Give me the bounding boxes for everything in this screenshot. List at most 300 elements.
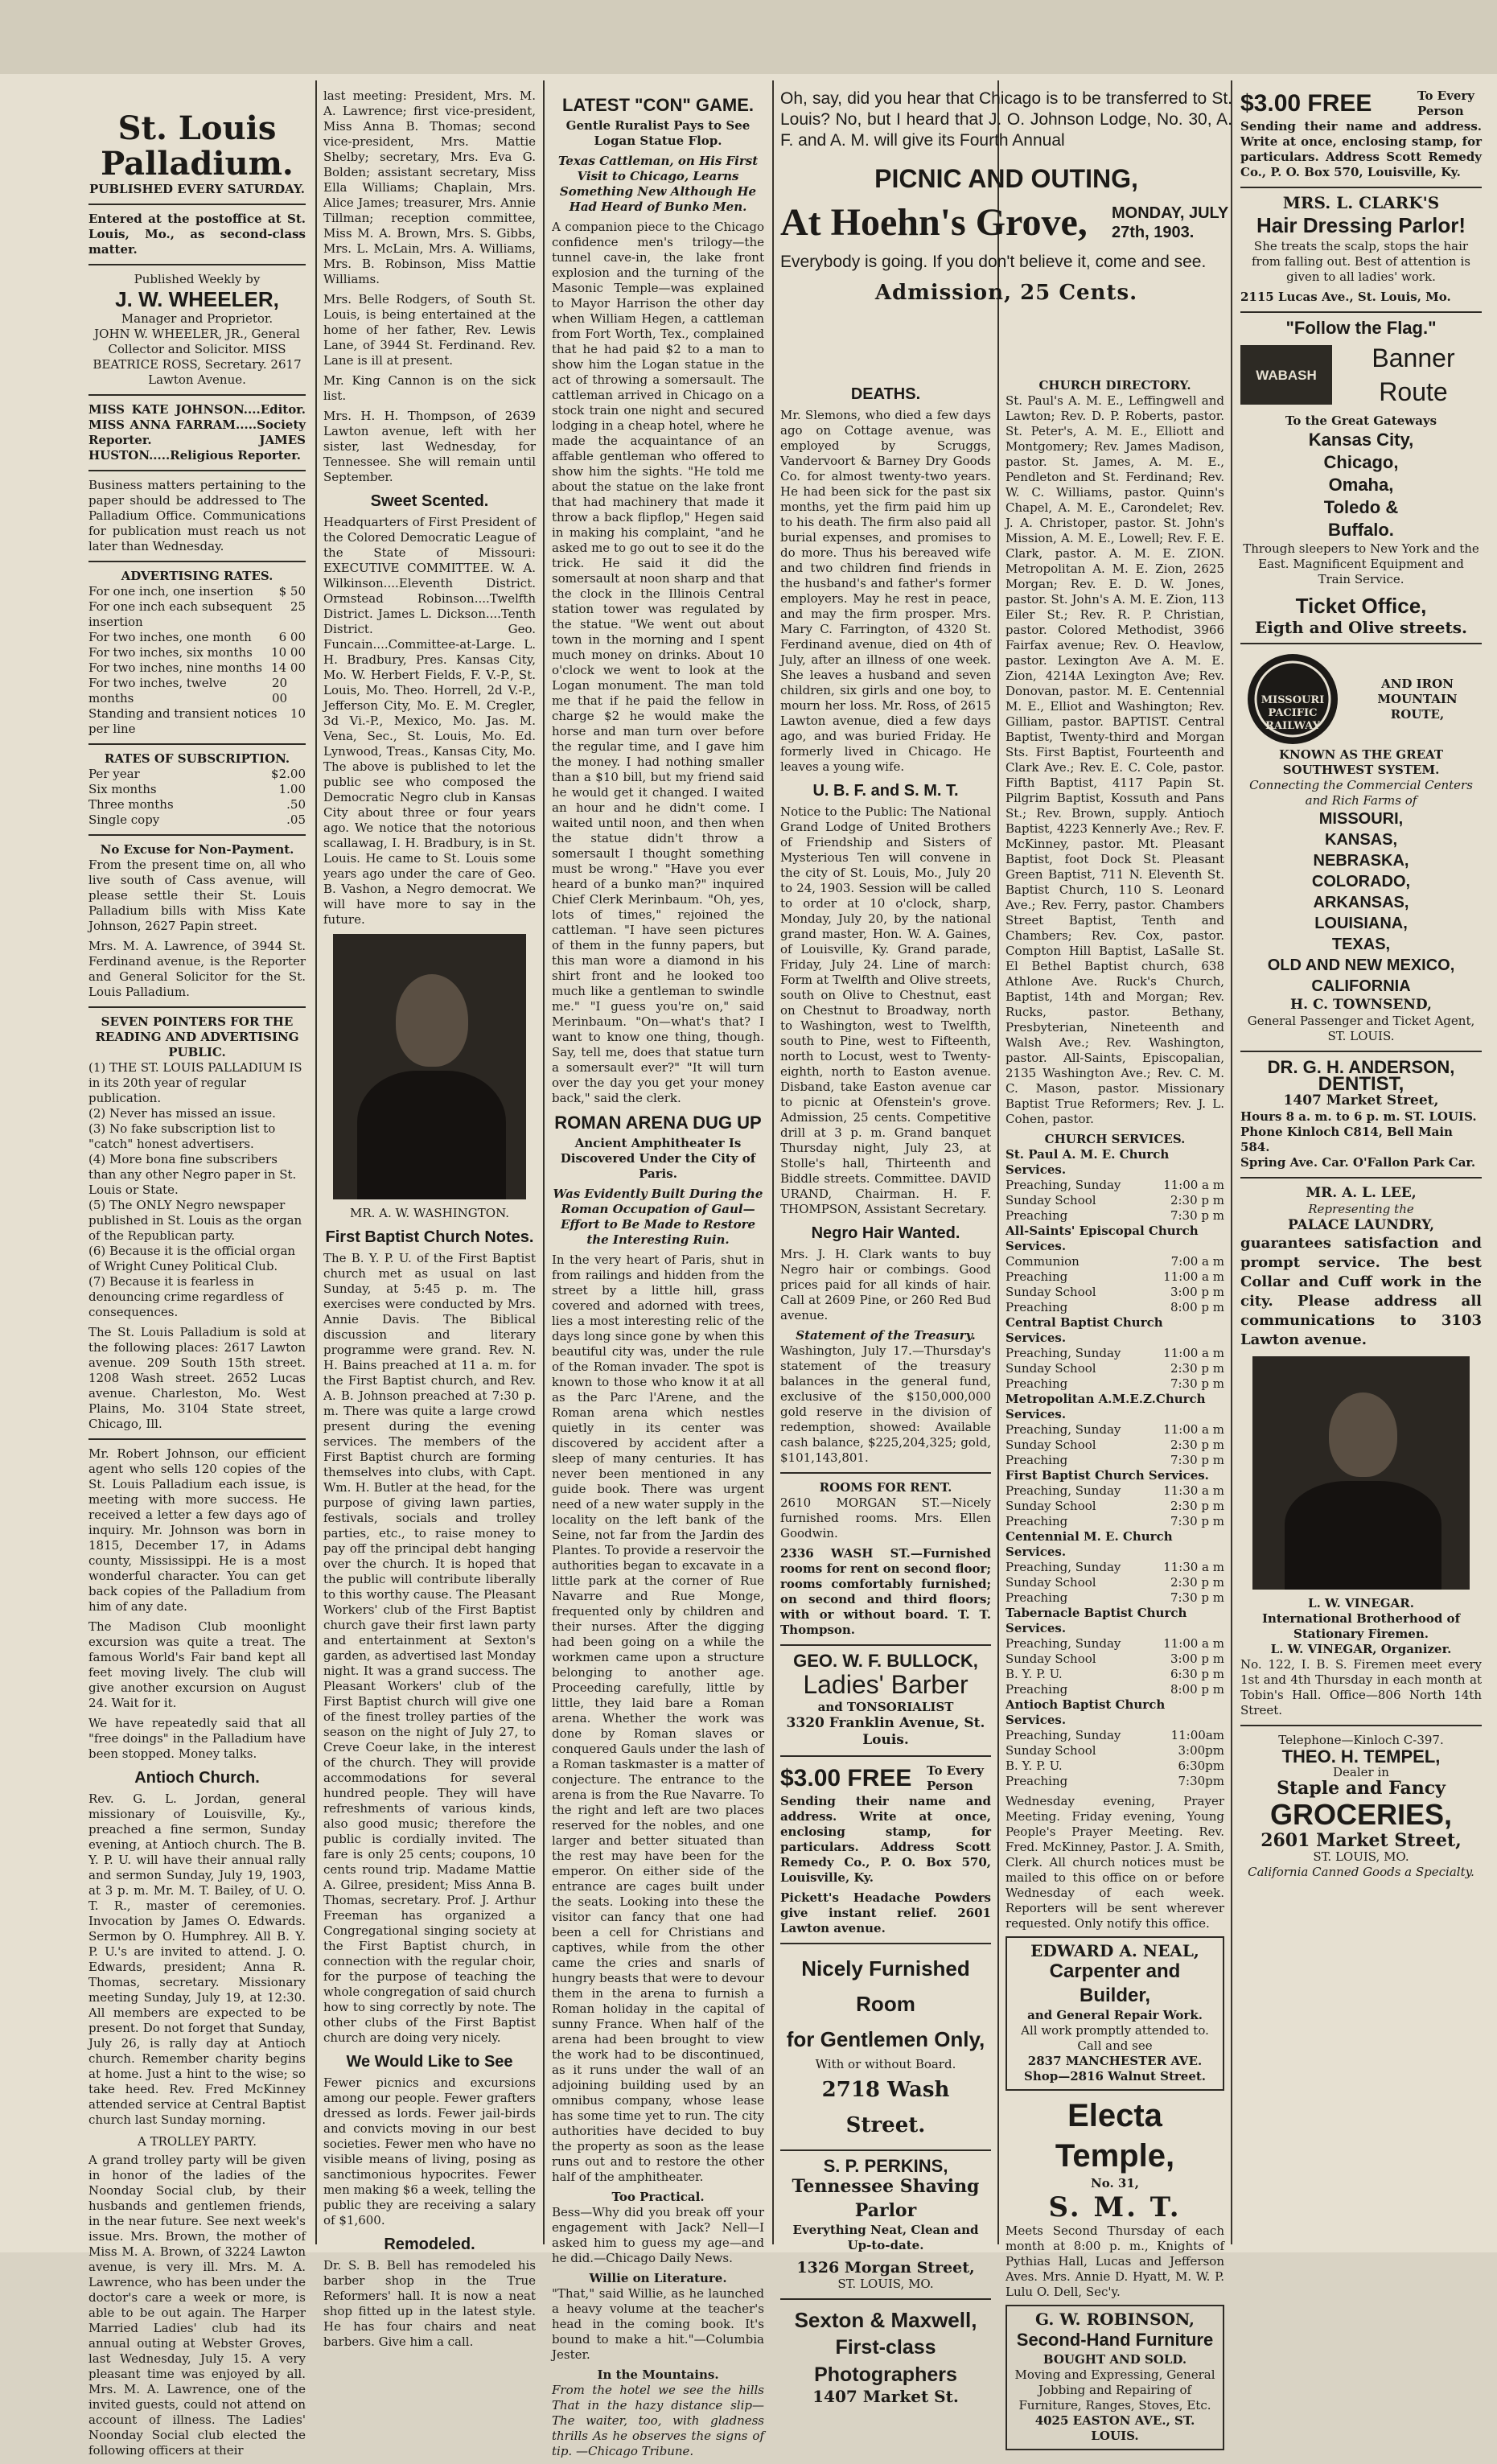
service-row-label: Preaching bbox=[1006, 1514, 1068, 1528]
picnic-chicago-text: Oh, say, did you hear that Chicago is to be transferred to St. Louis? No, but I heard that J. O. Johnson Lodge, No. 30, A. F. and A. M. will give its Fourth Annual bbox=[780, 89, 1232, 150]
pointer-item: (3) No fake subscription list to "catch" honest advertisers. bbox=[88, 1121, 276, 1151]
neal-name: EDWARD A. NEAL, bbox=[1030, 1941, 1199, 1960]
perkins-city: ST. LOUIS, MO. bbox=[837, 2277, 934, 2291]
willie-heading: Willie on Literature. bbox=[589, 2271, 727, 2285]
service-row-value: 7:30 p m bbox=[1170, 1590, 1224, 1605]
madison-club-item: The Madison Club moonlight excursion was quite a treat. The famous World's Fair band kept all feet moving lively. The club will give another excursion on August 24. Wait for it. bbox=[88, 1619, 306, 1710]
service-row-value: 2:30 p m bbox=[1170, 1438, 1224, 1452]
first-baptist-notes-text: The B. Y. P. U. of the First Baptist church met as usual on last Sunday, at 5:45 p. m. The exercises were conducted by Mrs. Annie Davis. The Biblical discussion and literary programme were grand. Rev. N. H. Bains preached at 11 a. m. for the First Baptist church, and Rev. A. B. Johnson preached at 7:30 p. m. There was quite a large crowd present during the evening services. The members of the First Baptist church are forming themselves into clubs, with Capt. Wm. H. Butler at the head, for the purpose of giving lawn parties, festivals, socials and trolley parties, etc., to raise money to pay off the principal debt hanging over the church. It is hoped that the public will contribute liberally to this worthy cause. The Pleasant Workers' club of the First Baptist church gave their first lawn party and entertainment at Sexton's garden, as advertised last Monday night. It was a grand success. The Pleasant Workers' club of the First Baptist church will give one of the finest trolley parties of the season on the night of July 27, to Creve Coeur lake, in the interest of the church. They will provide accommodations for several hundred people. They will have refreshments of various kinds, also good music; therefore the public is cordially invited. The fare is only 25 cents; coupons, 10 cents round trip. Madame Mattie A. Gilree, president; Miss Anna B. Thomas, secretary. Prof. J. Arthur Freeman has organized a Congregational singing society at the First Baptist church, in connection with the regular choir, for the purpose of teaching the whole congregation of said church how to sing correctly by note. The other clubs of the First Baptist church are doing very nicely. bbox=[323, 1251, 536, 2045]
robinson-sub: BOUGHT AND SOLD. bbox=[1043, 2352, 1187, 2367]
picnic-title: PICNIC AND OUTING, bbox=[874, 164, 1138, 193]
service-row bbox=[1006, 1285, 1224, 1300]
church-services-heading: CHURCH SERVICES. bbox=[1044, 1132, 1186, 1146]
would-like-heading: We Would Like to See bbox=[346, 2053, 513, 2071]
service-row-value: 7:30pm bbox=[1178, 1774, 1224, 1788]
service-row-value: 8:00 p m bbox=[1170, 1300, 1224, 1314]
service-row bbox=[1006, 1590, 1224, 1606]
belle-rodgers-item: Mrs. Belle Rodgers, of South St. Louis, is being entertained at the home of her father, Rev. Lewis Lane, of 3944 St. Ferdinand. Rev. Lane is ill at present. bbox=[323, 292, 536, 368]
service-row-label: Central Baptist Church Services. bbox=[1006, 1315, 1163, 1345]
vinegar-caption: L. W. VINEGAR. bbox=[1308, 1596, 1414, 1610]
lawrence-notice: Mrs. M. A. Lawrence, of 3944 St. Ferdinand avenue, is the Reporter and General Solicitor for the St. Louis Palladium. bbox=[88, 939, 306, 999]
roman-arena-subhead: Ancient Amphitheater Is Discovered Under the City of Paris. bbox=[560, 1136, 756, 1181]
iron-states bbox=[1240, 808, 1482, 997]
state-item: NEBRASKA, bbox=[1313, 852, 1409, 870]
negro-hair-text: Mrs. J. H. Clark wants to buy Negro hair or combings. Good prices paid for all kinds of hair. Call at 2609 Pine, or 260 Red Bud avenue. bbox=[780, 1247, 991, 1322]
service-row bbox=[1006, 1759, 1224, 1774]
column-rule bbox=[997, 80, 999, 2244]
too-practical-text: Bess—Why did you break off your engagement with Jack? Nell—I asked him to guess my age—and he did.—Chicago Daily News. bbox=[552, 2205, 764, 2265]
service-row-label: Preaching bbox=[1006, 1774, 1068, 1788]
sub-rate-row-label: Per year bbox=[88, 767, 140, 781]
sub-rate-row-value: 1.00 bbox=[278, 782, 306, 796]
sub-rate-row bbox=[88, 767, 306, 782]
service-row-label: Metropolitan A.M.E.Z.Church Services. bbox=[1006, 1392, 1206, 1421]
vinegar-brotherhood: International Brotherhood of Stationary Firemen. bbox=[1261, 1611, 1461, 1641]
con-game-headline: LATEST "CON" GAME. bbox=[561, 95, 754, 115]
service-row-label: First Baptist Church Services. bbox=[1006, 1468, 1209, 1483]
trolley-text: A grand trolley party will be given in honor of the ladies of the Noonday Social club, by their husbands and gentlemen friends, in the near future. See next week's issue. Mrs. Brown, the mother of Miss M. A. Brown, of 3224 Lawton avenue, is very ill. Mrs. M. A. Lawrence, who has been under the doctor's care a week or more, is able to be out again. The Harper Married Ladies' club had its annual outing at Webster Groves, last Wednesday, July 15. A very pleasant time was enjoyed by all. Mrs. M. A. Lawrence, one of the invited guests, could not attend on account of illness. The Ladies' Noonday Social club elected the following officers at their bbox=[88, 2153, 306, 2458]
church-services-table bbox=[1006, 1147, 1224, 1789]
pointer-item: (2) Never has missed an issue. bbox=[88, 1106, 276, 1121]
robinson-ad bbox=[1006, 2305, 1224, 2450]
dentist-hours: Hours 8 a. m. to 6 p. m. ST. LOUIS. Phone Kinloch C814, Bell Main 584. bbox=[1240, 1109, 1477, 1154]
remodeled-heading: Remodeled. bbox=[384, 2236, 475, 2253]
neal-text: All work promptly attended to. Call and see bbox=[1021, 2023, 1209, 2053]
sub-rate-row bbox=[88, 812, 306, 828]
service-row bbox=[1006, 1147, 1224, 1178]
masthead-weekly-by: Published Weekly by bbox=[134, 272, 261, 286]
service-row bbox=[1006, 1636, 1224, 1652]
service-row-value: 2:30 p m bbox=[1170, 1361, 1224, 1376]
king-cannon-item: Mr. King Cannon is on the sick list. bbox=[323, 373, 536, 403]
service-row bbox=[1006, 1560, 1224, 1575]
neal-address: 2837 MANCHESTER AVE. Shop—2816 Walnut Street. bbox=[1023, 2054, 1207, 2083]
column-2 bbox=[323, 88, 536, 2355]
wabash-flag-logo: WABASH bbox=[1240, 345, 1332, 405]
robinson-text: Moving and Expressing, General Jobbing and Repairing of Furniture, Ranges, Stoves, Etc. bbox=[1014, 2367, 1215, 2413]
state-item: TEXAS, bbox=[1331, 936, 1391, 953]
service-row-value: 3:00 p m bbox=[1170, 1285, 1224, 1299]
service-row-value: 2:30 p m bbox=[1170, 1575, 1224, 1590]
electa-text: Meets Second Thursday of each month at 8:00 p. m., Knights of Pythias Hall, Lucas and Jefferson Aves. Mrs. Annie D. Hyatt, M. W. P. Lulu O. Dell, Sec'y. bbox=[1006, 2223, 1224, 2299]
ubf-heading: U. B. F. and S. M. T. bbox=[812, 782, 959, 800]
service-row-value: 7:30 p m bbox=[1170, 1376, 1224, 1391]
service-row-label: Preaching, Sunday bbox=[1006, 1560, 1121, 1574]
column-rule bbox=[543, 80, 545, 2244]
tempel-staple: Staple and Fancy bbox=[1277, 1778, 1446, 1799]
perkins-name: S. P. PERKINS, bbox=[823, 2156, 948, 2176]
officers-text: last meeting: President, Mrs. M. A. Lawrence; first vice-president, Miss Anna B. Thomas; second vice-president, Mrs. Mattie Shelby; secretary, Mrs. Eva G. Bolden; assistant secretary, Miss Ella Williams; Chaplain, Mrs. Alice James; treasurer, Mrs. Annie Tillman; reception committee, Miss M. A. Brown, Mrs. S. Gibbs, Mrs. L. McLain, Mrs. A. Williams, Mrs. B. Robinson, Miss Mattie Williams. bbox=[323, 88, 536, 286]
service-row-label: Preaching bbox=[1006, 1300, 1068, 1314]
bullock-address: 3320 Franklin Avenue, St. Louis. bbox=[786, 1715, 985, 1748]
service-row-label: B. Y. P. U. bbox=[1006, 1759, 1063, 1773]
service-row-label: Sunday School bbox=[1006, 1499, 1096, 1513]
robinson-title: Second-Hand Furniture bbox=[1016, 2330, 1214, 2350]
masthead-entered: Entered at the postoffice at St. Louis, Mo., as second-class matter. bbox=[88, 212, 306, 257]
service-row-value: 11:00 a m bbox=[1163, 1178, 1224, 1192]
con-game-deck: Texas Cattleman, on His First Visit to Chicago, Learns Something New Although He Had Heard of Bunko Men. bbox=[557, 154, 759, 214]
column-rule bbox=[772, 80, 774, 2244]
service-row-label: Preaching bbox=[1006, 1453, 1068, 1467]
bullock-title: Ladies' Barber bbox=[803, 1670, 969, 1699]
wabash-ticket-address: Eigth and Olive streets. bbox=[1255, 618, 1467, 637]
service-row-label: Sunday School bbox=[1006, 1193, 1096, 1207]
dentist-name: DR. G. H. ANDERSON, bbox=[1267, 1057, 1455, 1077]
column-rule bbox=[1231, 80, 1232, 2244]
seven-pointers-heading: SEVEN POINTERS FOR THE READING AND ADVERTISING PUBLIC. bbox=[95, 1014, 299, 1059]
service-row bbox=[1006, 1652, 1224, 1667]
subscription-rates-table bbox=[88, 767, 306, 828]
wabash-follow: "Follow the Flag." bbox=[1285, 318, 1437, 338]
deaths-heading: DEATHS. bbox=[850, 385, 921, 403]
bullock-sub: and TONSORIALIST bbox=[817, 1700, 954, 1714]
ubf-text: Notice to the Public: The National Grand Lodge of United Brothers of Friendship and Sisters of Mysterious Ten will convene in the city of St. Louis, Mo., July 20 to 24, 1903. Session will be called to order at 10 o'clock, sharp, Monday, July 20, by the national grand master, Hon. W. A. Gaines, of Louisville, Ky. Grand parade, Friday, July 24. Line of march: Form at Twelfth and Olive streets, south on Olive to Chestnut, east on Chestnut to Broadway, north to Washington, west to Twelfth, south to Pine, west to Fifteenth, north to Locust, west to Twenty-eighth, north to Easton avenue. Disband, take Easton avenue car to picnic at Ofenstein's grove. Admission, 25 cents. Competitive drill at 3 p. m. Grand banquet Thursday night, July 23, at Stolle's hall, Thirteenth and Biddle streets. Committee. DAVID URAND, Chairman. H. F. THOMPSON, Assistant Secretary. bbox=[780, 804, 991, 1216]
free-offer-text-2: Sending their name and address. Write at once, enclosing stamp, for particulars. Address Scott Remedy Co., P. O. Box 570, Louisville, Ky. bbox=[1240, 119, 1482, 179]
tempel-city: ST. LOUIS, MO. bbox=[1313, 1849, 1409, 1864]
pointer-item: (5) The ONLY Negro newspaper published in St. Louis as the organ of the Republican party. bbox=[88, 1198, 302, 1243]
service-row-label: Antioch Baptist Church Services. bbox=[1006, 1697, 1166, 1727]
service-row-value: 7:30 p m bbox=[1170, 1208, 1224, 1223]
subscription-rates-title: RATES OF SUBSCRIPTION. bbox=[104, 751, 290, 766]
service-row-value: 8:00 p m bbox=[1170, 1682, 1224, 1697]
service-row bbox=[1006, 1774, 1224, 1789]
vinegar-portrait bbox=[1252, 1356, 1470, 1590]
service-row-value: 11:00 a m bbox=[1163, 1269, 1224, 1284]
service-row-value: 11:00 a m bbox=[1163, 1422, 1224, 1437]
portrait-face bbox=[396, 974, 468, 1067]
service-row-label: Preaching bbox=[1006, 1376, 1068, 1391]
service-row-label: Tabernacle Baptist Church Services. bbox=[1006, 1606, 1187, 1635]
tempel-address: 2601 Market Street, bbox=[1261, 1830, 1462, 1851]
pointer-item: (1) THE ST. LOUIS PALLADIUM IS in its 20th year of regular publication. bbox=[88, 1060, 302, 1105]
service-row-value: 2:30 p m bbox=[1170, 1193, 1224, 1207]
con-game-subhead: Gentle Ruralist Pays to See Logan Statue Flop. bbox=[565, 118, 751, 148]
masthead-published: PUBLISHED EVERY SATURDAY. bbox=[89, 182, 305, 196]
first-baptist-notes-heading: First Baptist Church Notes. bbox=[325, 1228, 534, 1246]
masthead-business: Business matters pertaining to the paper should be addressed to The Palladium Office. Communications for publication must reach us not later than Wednesday. bbox=[88, 478, 306, 553]
robinson-address: 4025 EASTON AVE., ST. LOUIS. bbox=[1034, 2413, 1195, 2443]
service-row-value: 11:30 a m bbox=[1163, 1560, 1224, 1574]
state-item: MISSOURI, bbox=[1318, 810, 1404, 828]
electa-title: Electa Temple, bbox=[1055, 2098, 1175, 2174]
neal-ad bbox=[1006, 1936, 1224, 2091]
column-rule bbox=[315, 80, 317, 2244]
service-row-label: Preaching bbox=[1006, 1590, 1068, 1605]
sub-rate-row-label: Three months bbox=[88, 797, 174, 812]
picnic-grove: At Hoehn's Grove, bbox=[780, 201, 1088, 244]
townsend-name: H. C. TOWNSEND, bbox=[1290, 997, 1432, 1013]
service-row bbox=[1006, 1224, 1224, 1254]
perkins-address: 1326 Morgan Street, bbox=[796, 2259, 975, 2277]
masthead-editors: MISS KATE JOHNSON....Editor. MISS ANNA FARRAM.....Society Reporter. JAMES HUSTON.....Religious Reporter. bbox=[88, 402, 306, 463]
city-item: Omaha, bbox=[1328, 475, 1394, 495]
dentist-cars: Spring Ave. Car. O'Fallon Park Car. bbox=[1240, 1155, 1476, 1170]
state-item: CALIFORNIA bbox=[1311, 977, 1411, 995]
sweet-scented-text: Headquarters of First President of the Colored Democratic League of the State of Missouri: EXECUTIVE COMMITTEE. W. A. Wilkinson....Eleventh District. Ormstead Robinson....Twelfth District. James L. Dickson....Tenth District. Geo. Funcain....Committee-at-Large. L. H. Bradbury, Pres. Kansas City, Mo. W. Herbert Fields, F. V.-P., St. Louis, Mo. Theo. Horrell, 2d V.-P., Jefferson City, Mo. E. M. Cregler, 3d Vi.-P., Mexico, Mo. Jas. M. Vena, Sec., St. Louis, Mo. Ed. Lynwood, Treas., Kansas City, Mo. The above is published to let the public see who composed the Democratic Negro club in Kansas City about three or four years ago. We notice that the notorious scallawag, I. H. Bradbury, is in St. Louis. He came to St. Louis some years ago under the care of Geo. B. Vashon, a Negro democrat. We will have more to say in the future. bbox=[323, 515, 536, 927]
free-offer-every: To Every Person bbox=[927, 1763, 984, 1793]
service-row bbox=[1006, 1667, 1224, 1682]
wabash-sleepers: Through sleepers to New York and the East. Magnificent Equipment and Train Service. bbox=[1243, 541, 1479, 586]
robert-johnson-item: Mr. Robert Johnson, our efficient agent who sells 120 copies of the St. Louis Palladium each issue, is meeting with more success. He received a letter a few days ago of inquiry. Mr. Johnson was born in 1815, December 17, in Adams county, Mississippi. He is a most wonderful character. You can get back copies of the Palladium from him of any date. bbox=[88, 1446, 306, 1614]
wabash-cities bbox=[1240, 429, 1482, 541]
sub-rate-row-label: Six months bbox=[88, 782, 157, 796]
city-item: Kansas City, bbox=[1308, 430, 1414, 450]
deaths-text: Mr. Slemons, who died a few days ago on Cottage avenue, was employed by Scruggs, Vandervoort & Barney Dry Goods Co. for almost twenty-two years. He had been sick for the past six months, yet the firm paid him up to his death. The firm also paid all burial expenses, and promises to do more. Thus his bereaved wife and two children find friends in the husband's and father's former employers. May he rest in peace, and may the firm prosper. Mrs. Mary C. Farrington, of 4320 St. Ferdinand avenue, died on 4th of July, after an illness of one week. She leaves a husband and seven children, six girls and one boy, to mourn her loss. Mr. Ross, of 2615 Lawton avenue, died a few days ago, and was buried Friday. He formerly lived in Chicago. He leaves a young wife. bbox=[780, 408, 991, 774]
rooms-heading: ROOMS FOR RENT. bbox=[819, 1480, 952, 1495]
service-row-value: 3:00 p m bbox=[1170, 1652, 1224, 1666]
service-row bbox=[1006, 1346, 1224, 1361]
church-directory-text: St. Paul's A. M. E., Leffingwell and Lawton; Rev. D. P. Roberts, pastor. St. Peter's, A. M. E., Elliott and Montgomery; Rev. James Madison, pastor. St. James, A. M. E., Pendleton and St. Ferdinand; Rev. W. C. Williams, pastor. Quinn's Chapel, A. M. E., Carondelet; Rev. J. A. Christoper, pastor. St. John's Mission, A. M. E., Lowell; Rev. F. E. Clark, pastor. A. M. E. ZION. Metropolitan A. M. E. Zion, 2625 Morgan; Rev. E. D. W. Jones, pastor. St. John's A. M. E. Zion, 113 Eiler St.; Rev. R. P. Christian, pastor. Colored Methodist, 3966 Fairfax avenue; Rev. O. Heavlow, pastor. Lexington Ave A. M. E. Zion, 4214A Lexington Ave; Rev. Donovan, pastor. M. E. Centennial M. E., Elliot and Washington; Rev. Gilliam, pastor. BAPTIST. Central Baptist, Twenty-third and Morgan Sts. First Baptist, Fourteenth and Clark Ave.; Rev. E. C. Cole, pastor. Fifth Baptist, 4117 Papin St. Pilgrim Baptist, Kossuth and Pans St.; Rev. Brown, supply. Antioch Baptist, 4223 Kennerly Ave.; Rev. F. McKinney, pastor. Mt. Pleasant Baptist, foot Dock St. Pleasant Green Baptist, 711 N. Eleventh St. Baptist Church, 110 S. Leonard Ave.; Rev. Ferry, pastor. Chambers Street Baptist, Tenth and Chambers; Rev. Cox, pastor. Compton Hill Baptist, LaSalle St. El Bethel Baptist church, 638 Athlone Ave. Ruck's Church, Baptist, 14th and Morgan; Rev. Rucks, pastor. Bethany, Presbyterian, Nineteenth and Walsh Ave.; Rev. Washington, pastor. All-Saints, Episcopalian, 2135 Washington Ave.; Rev. C. M. C. Mason, pastor. Missionary Baptist True Reformers; Rev. J. L. Cohen, pastor. bbox=[1006, 393, 1224, 1126]
mountains-verse: From the hotel we see the hills That in the hazy distance slip— The waiter, too, with gladness thrills As he observes the signs of tip. —Chicago Tribune. bbox=[552, 2383, 764, 2458]
nicely-room-line1: Nicely Furnished Room bbox=[801, 1956, 970, 2016]
service-row bbox=[1006, 1376, 1224, 1392]
picnic-date: MONDAY, JULY 27th, 1903. bbox=[1112, 204, 1228, 241]
adv-rate-row bbox=[88, 676, 306, 706]
electa-number: No. 31, bbox=[1091, 2176, 1139, 2190]
roman-arena-story: In the very heart of Paris, shut in from railings and hidden from the street by a little hill, grass covered and adorned with trees, lies a most interesting relic of the days long since gone by when this beautiful city was, under the rule of the Roman invader. The spot is known to those who know it at all as the Parc l'Arene, and the Roman arena which nestles quietly in its center was discovered by accident after a sleep of many centuries. It has never been mentioned in any guide book. There was urgent need of a new water supply in the locality on the left bank of the Seine, not far from the Jardin des Plantes. To provide a reservoir the authorities began to excavate in a little park at the corner of Rue Navarre and Rue Monge, frequented only by children and their nurses. After the digging had been going on a while the workmen came upon a structure belonging to another age. Proceeding carefully, little by little, they laid bare a Roman arena. Whether the work was done by Roman slaves or conquered Gauls under the lash of a Roman taskmaster is a matter of conjecture. The entrance to the arena is from the Rue Navarre. To the right and left are two places reserved for the nobles, and one larger and better situated than the rest may have been for the emperor. On either side of the entrance are cages built under the seats. Looking into these the visitor can fancy that one had been a cell for Christians and captives, while from the other came the cries and snarls of hungry beasts that were to devour them in the arena to furnish a Roman holiday in the capital of sunny France. When half of the arena had been brought to view the work had to be discontinued, as it runs under the wall of an adjoining building used by an omnibus company, whose lease has some time yet to run. The city authorities have decided to buy the property as soon as the lease runs out and to restore the other half of the amphitheater. bbox=[552, 1253, 764, 2184]
washington-caption: MR. A. W. WASHINGTON. bbox=[349, 1206, 510, 1220]
city-item: Buffalo. bbox=[1328, 520, 1394, 540]
church-services-tail: Wednesday evening, Prayer Meeting. Friday evening, Young People's Prayer Meeting. Rev. Fred. McKinney, Pastor. J. A. Smith, Clerk. All church notices must be mailed to this office on or before Wednesday of each week. Reporters will be sent wherever requested. Only notify this office. bbox=[1006, 1794, 1224, 1931]
neal-sub: and General Repair Work. bbox=[1027, 2008, 1203, 2022]
adv-rate-row-value: $ 50 bbox=[278, 584, 306, 599]
adv-rate-row-label: For two inches, one month bbox=[88, 630, 252, 644]
state-item: LOUISIANA, bbox=[1314, 915, 1408, 932]
sold-at-notice: The St. Louis Palladium is sold at the following places: 2617 Lawton avenue. 209 South 15th street. 1208 Wash street. 2652 Lucas avenue. Charleston, Mo. West Plains, Mo. 3104 State street, Chicago, Ill. bbox=[88, 1325, 306, 1431]
rooms-item-2: 2336 WASH ST.—Furnished rooms for rent on second floor; rooms comfortably furnished; on second and third floors; with or without board. T. T. Thompson. bbox=[780, 1546, 991, 1637]
service-row-label: Sunday School bbox=[1006, 1285, 1096, 1299]
free-offer-big-2: $3.00 FREE bbox=[1240, 90, 1372, 117]
service-row-value: 11:00am bbox=[1170, 1728, 1224, 1742]
roman-arena-headline: ROMAN ARENA DUG UP bbox=[554, 1113, 762, 1133]
service-row bbox=[1006, 1728, 1224, 1743]
robinson-name: G. W. ROBINSON, bbox=[1035, 2310, 1195, 2329]
state-item: ARKANSAS, bbox=[1313, 894, 1409, 911]
con-game-story: A companion piece to the Chicago confidence men's trilogy—the tunnel cave-in, the lake front explosion and the turning of the Masonic Temple—was explained to Mayor Harrison the other day when William Hegen, a cattleman from Fort Worth, Tex., complained that he had paid $2 to a man to show him the Logan statue in the act of throwing a somersault. The cattleman arrived in Chicago on a stock train one night and secured lodging in a cheap hotel, where he made the acquaintance of an affable gentleman who offered to show him the sights. "He told me about the statue on the lake front that had machinery that made it throw a back flipflop," Hegen said in making his complaint, "and he asked me to go out to see it do the trick. He said it did the somersault at noon sharp and that the clock in the Illinois Central station tower was regulated by the statue. "We went out about town in the morning and I spent much money on drinks. About 10 o'clock we went to look at the Logan monument. The man told me that if he paid the fellow in charge $2 he would make the horse and man turn over before the regular time, and I gave him the money. I had nothing smaller than a $10 bill, but my friend said he would get it changed. I waited an hour and he didn't come. I waited until noon, and then when the statue didn't throw a somersault I thought something must be wrong." "Have you ever heard of a bunko man?" inquired Chief Clerk Merinbaum. "Oh, yes, lots of times," rejoined the cattleman. "I have seen pictures of them in the funny papers, but this man wore a diamond in his shirt front and he looked too much like a gentleman to swindle me." "I guess you're on," said Merinbaum. "On—what's that? I want to know one thing, though. Say, tell me, does that statue turn a somersault ever?" "It will turn over the day you get your money back," said the clerk. bbox=[552, 220, 764, 1105]
service-row-label: St. Paul A. M. E. Church Services. bbox=[1006, 1147, 1170, 1177]
missouri-pacific-label: MISSOURI PACIFIC RAILWAY bbox=[1261, 694, 1325, 732]
tempel-name: THEO. H. TEMPEL, bbox=[1281, 1746, 1441, 1767]
service-row-label: Preaching bbox=[1006, 1682, 1068, 1697]
tempel-groceries: GROCERIES, bbox=[1269, 1798, 1453, 1831]
service-row-label: Sunday School bbox=[1006, 1743, 1096, 1758]
clark-name: MRS. L. CLARK'S bbox=[1282, 193, 1440, 212]
service-row-value: 3:00pm bbox=[1178, 1743, 1224, 1758]
service-row-value: 7:00 a m bbox=[1170, 1254, 1224, 1269]
tempel-dealer: Dealer in bbox=[1333, 1765, 1389, 1779]
adv-rate-row-value: 10 00 bbox=[271, 645, 306, 660]
wabash-banner: Banner Route bbox=[1372, 343, 1455, 406]
service-row-value: 11:00 a m bbox=[1163, 1636, 1224, 1651]
service-row bbox=[1006, 1361, 1224, 1376]
portrait-face bbox=[1329, 1392, 1397, 1477]
picnic-ad bbox=[780, 88, 1232, 378]
masthead-title: St. Louis Palladium. bbox=[101, 109, 294, 183]
roman-arena-deck: Was Evidently Built During the Roman Occupation of Gaul—Effort to Be Made to Restore the Interesting Ruin. bbox=[553, 1187, 763, 1247]
adv-rate-row bbox=[88, 584, 306, 599]
vinegar-text: No. 122, I. B. S. Firemen meet every 1st and 4th Thursday in each month at Tobin's Hall. Office—806 North 14th Street. bbox=[1240, 1657, 1482, 1717]
service-row-value: 7:30 p m bbox=[1170, 1514, 1224, 1528]
service-row-label: Preaching, Sunday bbox=[1006, 1636, 1121, 1651]
washington-portrait bbox=[333, 934, 526, 1199]
seven-pointers-list bbox=[88, 1060, 306, 1320]
adv-rate-row bbox=[88, 706, 306, 737]
state-item: OLD AND NEW MEXICO, bbox=[1267, 956, 1455, 974]
pickett-ad: Pickett's Headache Powders give instant relief. 2601 Lawton avenue. bbox=[780, 1890, 991, 1935]
adv-rate-row-label: For one inch each subsequent insertion bbox=[88, 599, 273, 629]
service-row-value: 2:30 p m bbox=[1170, 1499, 1224, 1513]
service-row bbox=[1006, 1575, 1224, 1590]
service-row-label: Preaching, Sunday bbox=[1006, 1346, 1121, 1360]
column-5 bbox=[1006, 378, 1224, 2455]
service-row bbox=[1006, 1193, 1224, 1208]
service-row-label: Sunday School bbox=[1006, 1575, 1096, 1590]
excuse-heading: No Excuse for Non-Payment. bbox=[100, 842, 294, 857]
service-row-label: Communion bbox=[1006, 1254, 1080, 1269]
city-item: Chicago, bbox=[1323, 452, 1399, 472]
adv-rate-row-value: 6 00 bbox=[278, 630, 306, 644]
service-row bbox=[1006, 1606, 1224, 1636]
trolley-heading: A TROLLEY PARTY. bbox=[137, 2134, 257, 2149]
adv-rate-row-value: 20 00 bbox=[271, 676, 288, 705]
neal-title: Carpenter and Builder, bbox=[1049, 1960, 1181, 2006]
picnic-everybody: Everybody is going. If you don't believe it, come and see. bbox=[780, 253, 1207, 271]
thompson-item: Mrs. H. H. Thompson, of 2639 Lawton avenue, left with her sister, last Wednesday, for Tennessee. She will remain until September. bbox=[323, 409, 536, 484]
too-practical-heading: Too Practical. bbox=[611, 2190, 705, 2204]
willie-text: "That," said Willie, as he launched a heavy volume at the teacher's head in the coming book. It's bound to make a hit."—Columbia Jester. bbox=[552, 2286, 764, 2362]
service-row-label: Preaching bbox=[1006, 1269, 1068, 1284]
adv-rate-row-value: 14 00 bbox=[271, 660, 306, 675]
wabash-ticket: Ticket Office, bbox=[1295, 594, 1427, 618]
free-doings-item: We have repeatedly said that all "free doings" in the Palladium have been stopped. Money talks. bbox=[88, 1716, 306, 1761]
iron-mountain: AND IRON MOUNTAIN ROUTE, bbox=[1377, 676, 1458, 722]
would-like-text: Fewer picnics and excursions among our people. Fewer grafters dressed as lords. Fewer jail-birds and convicts moving in our best societies. Fewer men who have no visible means of living, posing as sanctimonious hypocrites. Fewer men making $6 a week, telling the public they are receiving a salary of $1,600. bbox=[323, 2075, 536, 2227]
church-directory-heading: CHURCH DIRECTORY. bbox=[1038, 378, 1191, 393]
nicely-room-line2: for Gentlemen Only, bbox=[786, 2027, 985, 2051]
portrait-coat bbox=[357, 1071, 506, 1199]
sexton-address: 1407 Market St. bbox=[812, 2387, 959, 2406]
masthead-publisher: J. W. WHEELER, bbox=[115, 287, 279, 311]
excuse-text: From the present time on, all who live south of Cass avenue, will please settle their St. Louis Palladium bills with Miss Kate Johnson, 2627 Papin street. bbox=[88, 858, 306, 933]
service-row-label: All-Saints' Episcopal Church Services. bbox=[1006, 1224, 1199, 1253]
service-row bbox=[1006, 1468, 1224, 1483]
service-row-label: Sunday School bbox=[1006, 1438, 1096, 1452]
service-row-value: 6:30 p m bbox=[1170, 1667, 1224, 1681]
mountains-heading: In the Mountains. bbox=[597, 2367, 719, 2382]
service-row-label: Preaching bbox=[1006, 1208, 1068, 1223]
electa-smt: S. M. T. bbox=[1048, 2191, 1182, 2223]
portrait-coat bbox=[1285, 1481, 1441, 1590]
state-item: KANSAS, bbox=[1324, 831, 1397, 849]
advertising-rates-table bbox=[88, 584, 306, 737]
sub-rate-row bbox=[88, 797, 306, 812]
service-row-label: Preaching, Sunday bbox=[1006, 1422, 1121, 1437]
service-row-label: Centennial M. E. Church Services. bbox=[1006, 1529, 1173, 1559]
service-row-label: B. Y. P. U. bbox=[1006, 1667, 1063, 1681]
city-item: Toledo & bbox=[1323, 497, 1399, 517]
lee-rep: Representing the bbox=[1308, 1202, 1414, 1216]
page-top-margin bbox=[0, 0, 1497, 74]
sub-rate-row-value: .50 bbox=[286, 797, 306, 812]
service-row bbox=[1006, 1208, 1224, 1224]
service-row bbox=[1006, 1438, 1224, 1453]
antioch-heading: Antioch Church. bbox=[134, 1769, 260, 1787]
service-row bbox=[1006, 1697, 1224, 1728]
service-row-label: Preaching, Sunday bbox=[1006, 1178, 1121, 1192]
column-1 bbox=[88, 88, 306, 2463]
perkins-shop: Tennessee Shaving Parlor bbox=[792, 2176, 980, 2221]
service-row bbox=[1006, 1682, 1224, 1697]
dentist-address: 1407 Market Street, bbox=[1283, 1092, 1439, 1109]
service-row-label: Sunday School bbox=[1006, 1361, 1096, 1376]
adv-rate-row-label: For two inches, nine months bbox=[88, 660, 262, 675]
service-row-value: 11:00 a m bbox=[1163, 1346, 1224, 1360]
service-row bbox=[1006, 1254, 1224, 1269]
wabash-gateways: To the Great Gateways bbox=[1285, 413, 1437, 428]
free-offer-big: $3.00 FREE bbox=[780, 1765, 912, 1791]
iron-connecting: Connecting the Commercial Centers and Rich Farms of bbox=[1249, 778, 1473, 808]
sub-rate-row bbox=[88, 782, 306, 797]
free-offer-every-2: To Every Person bbox=[1417, 88, 1474, 118]
vinegar-organizer: L. W. VINEGAR, Organizer. bbox=[1270, 1642, 1452, 1656]
service-row bbox=[1006, 1514, 1224, 1529]
townsend-role: General Passenger and Ticket Agent, ST. LOUIS. bbox=[1247, 1014, 1475, 1043]
service-row bbox=[1006, 1499, 1224, 1514]
state-item: COLORADO, bbox=[1311, 873, 1411, 891]
clark-address: 2115 Lucas Ave., St. Louis, Mo. bbox=[1240, 290, 1451, 304]
service-row-label: Sunday School bbox=[1006, 1652, 1096, 1666]
sexton-title: First-class Photographers bbox=[814, 2336, 957, 2386]
service-row bbox=[1006, 1269, 1224, 1285]
adv-rate-row bbox=[88, 660, 306, 676]
bullock-name: GEO. W. F. BULLOCK, bbox=[793, 1651, 978, 1671]
perkins-line: Everything Neat, Clean and Up-to-date. bbox=[792, 2223, 979, 2252]
clark-text: She treats the scalp, stops the hair from falling out. Best of attention is given to all ladies' work. bbox=[1252, 239, 1470, 284]
lee-text: guarantees satisfaction and prompt service. The best Collar and Cuff work in the city. Please address all communications to 3103 Lawton avenue. bbox=[1240, 1235, 1482, 1348]
negro-hair-heading: Negro Hair Wanted. bbox=[811, 1224, 960, 1242]
advertising-rates-title: ADVERTISING RATES. bbox=[121, 569, 273, 583]
rooms-item-1: 2610 MORGAN ST.—Nicely furnished rooms. Mrs. Ellen Goodwin. bbox=[780, 1495, 991, 1541]
service-row bbox=[1006, 1300, 1224, 1315]
adv-rate-row bbox=[88, 599, 306, 630]
service-row-value: 6:30pm bbox=[1178, 1759, 1224, 1773]
pointer-item: (6) Because it is the official organ of Wright Cuney Political Club. bbox=[88, 1244, 296, 1273]
dentist-title: DENTIST, bbox=[1318, 1073, 1404, 1095]
missouri-pacific-text bbox=[1240, 694, 1345, 742]
clark-title: Hair Dressing Parlor! bbox=[1256, 213, 1466, 237]
pointer-item: (7) Because it is fearless in denouncing crime regardless of consequences. bbox=[88, 1274, 283, 1319]
tempel-phone: Telephone—Kinloch C-397. bbox=[1278, 1733, 1444, 1747]
treasury-heading: Statement of the Treasury. bbox=[796, 1328, 976, 1343]
adv-rate-row-label: For two inches, six months bbox=[88, 645, 253, 660]
adv-rate-row-label: For one inch, one insertion bbox=[88, 584, 254, 599]
service-row-label: Preaching, Sunday bbox=[1006, 1483, 1121, 1498]
sexton-name: Sexton & Maxwell, bbox=[794, 2308, 977, 2332]
sweet-scented-heading: Sweet Scented. bbox=[370, 492, 489, 510]
service-row-value: 11:30 a m bbox=[1163, 1483, 1224, 1498]
service-row-value: 7:30 p m bbox=[1170, 1453, 1224, 1467]
service-row bbox=[1006, 1178, 1224, 1193]
masthead-staff: JOHN W. WHEELER, JR., General Collector and Solicitor. MISS BEATRICE ROSS, Secretary. 2617 Lawton Avenue. bbox=[93, 327, 302, 387]
column-6 bbox=[1240, 88, 1482, 1880]
picnic-admission: Admission, 25 Cents. bbox=[874, 281, 1138, 305]
iron-known: KNOWN AS THE GREAT SOUTHWEST SYSTEM. bbox=[1279, 747, 1443, 777]
service-row bbox=[1006, 1743, 1224, 1759]
column-4 bbox=[780, 378, 991, 2405]
pointer-item: (4) More bona fine subscribers than any other Negro paper in St. Louis or State. bbox=[88, 1152, 297, 1197]
adv-rate-row-value: 10 bbox=[290, 706, 306, 721]
masthead-publisher-role: Manager and Proprietor. bbox=[121, 311, 273, 326]
